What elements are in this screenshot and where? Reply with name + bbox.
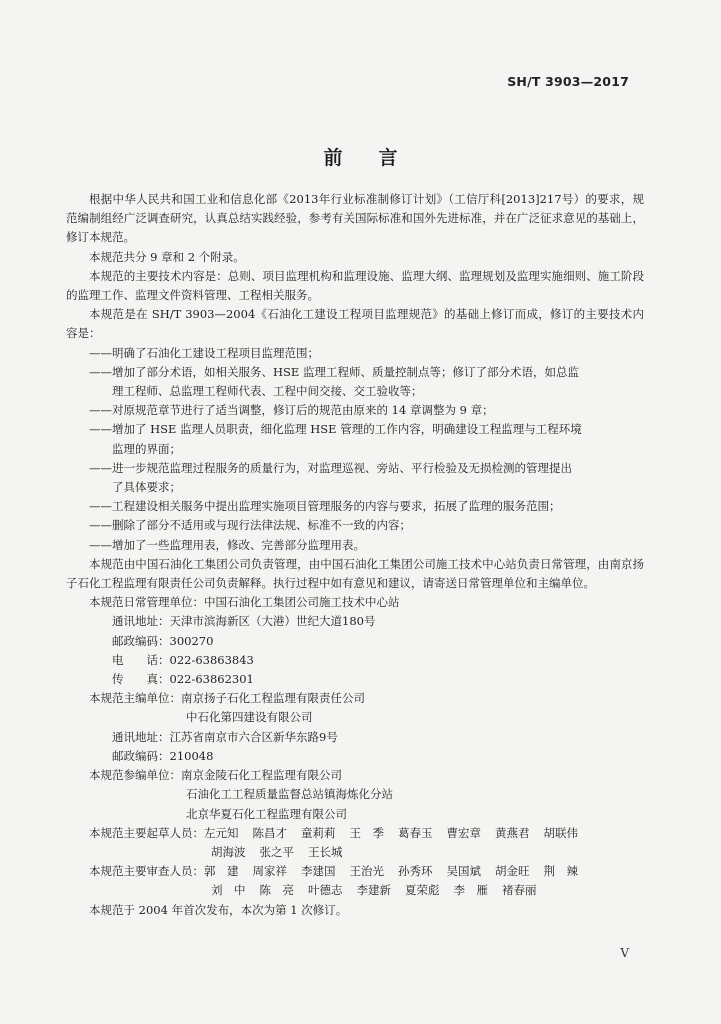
drafter-name: 童莉莉 [301,825,336,840]
address-value: 天津市滨海新区（大港）世纪大道180号 [169,614,376,629]
standard-code: SH/T 3903—2017 [507,74,629,89]
phone-value: 022-63863843 [169,652,254,667]
page-title: 前言 [323,147,434,169]
reviewer-name: 李建国 [301,864,336,879]
reviewer-name: 王治光 [349,864,384,879]
reviewer-name: 褚春丽 [502,883,537,898]
reviewer-name: 李 雁 [453,883,488,898]
revision-item: ——对原规范章节进行了适当调整，修订后的规范由原来的 14 章调整为 9 章； [89,403,494,418]
revision-item-line: ——增加了部分术语，如相关服务、HSE 监理工程师、质量控制点等；修订了部分术语，如总监 [89,364,579,379]
postcode-value: 300270 [169,633,214,648]
management-label: 本规范日常管理单位： [89,595,204,610]
address-value: 江苏省南京市六合区新华东路9号 [169,729,338,744]
chief-editor-unit [66,689,644,708]
postcode-label: 邮政编码： [112,748,170,763]
reviewer-name: 荆 辣 [543,864,578,879]
reviewers-row [66,862,644,881]
drafters-row [66,824,644,843]
paragraph-background: 根据中华人民共和国工业和信息化部《2013年行业标准制修订计划》（工信厅科[2013]217号）的要求，规范编制组经广泛调查研究，认真总结实践经验，参考有关国际标准和国外先进标准，并在广泛征求意见的基础上，修订本规范。 [66,192,644,245]
page-number: V [620,946,629,960]
reviewer-name: 周家祥 [252,864,287,879]
management-fax [66,670,644,689]
revision-item [66,363,644,401]
drafters-label: 本规范主要起草人员： [89,825,204,840]
address-label: 通讯地址： [112,614,170,629]
chief-editor-unit-2: 中石化第四建设有限公司 [186,710,313,725]
fax-label: 传 真： [112,672,170,687]
chief-editor-address [66,728,644,747]
revision-item-continuation: 理工程师、总监理工程师代表、工程中间交接、交工验收等； [112,384,423,399]
chief-editor-label: 本规范主编单位： [89,691,181,706]
release-history: 本规范于 2004 年首次发布，本次为第 1 次修订。 [89,902,348,917]
management-phone [66,651,644,670]
participant-org: 石油化工工程质量监督总站镇海炼化分站 [186,787,393,802]
drafter-name: 黄燕君 [495,825,530,840]
reviewer-name: 郭 建 [204,864,239,879]
drafter-name: 葛春玉 [398,825,433,840]
reviewers-row-2 [66,881,644,900]
revision-item [66,420,644,458]
reviewer-name: 李建新 [356,883,391,898]
participant-units [66,766,644,785]
participant-org: 北京华夏石化工程监理有限公司 [186,806,347,821]
drafter-name: 胡海波 [211,844,246,859]
paragraph-revision-basis: 本规范是在 SH/T 3903—2004《石油化工建设工程项目监理规范》的基础上修订而成，修订的主要技术内容是： [66,307,644,341]
document-body [66,190,644,920]
phone-label: 电 话： [112,652,170,667]
management-name: 中国石油化工集团公司施工技术中心站 [204,595,400,610]
revision-item: ——明确了石油化工建设工程项目监理范围； [89,345,319,360]
reviewer-name: 吴国斌 [446,864,481,879]
reviewer-name: 胡金旺 [495,864,530,879]
drafter-name: 曹宏章 [446,825,481,840]
paragraph-main-content: 本规范的主要技术内容是：总则、项目监理机构和监理设施、监理大纲、监理规划及监理实施细则、施工阶段的监理工作、监理文件资料管理、工程相关服务。 [66,268,644,303]
drafter-name: 王 季 [349,825,384,840]
revision-item-continuation: 监理的界面； [112,441,181,456]
management-unit [66,593,644,612]
participants-label: 本规范参编单位： [89,768,181,783]
fax-value: 022-63862301 [169,672,254,687]
postcode-label: 邮政编码： [112,633,170,648]
revision-item-continuation: 了具体要求； [112,480,181,495]
drafter-name: 张之平 [259,844,294,859]
revision-item: ——删除了部分不适用或与现行法律法规、标准不一致的内容； [89,518,411,533]
revision-item-line: ——增加了 HSE 监理人员职责，细化监理 HSE 管理的工作内容，明确建设工程监理与工程环境 [89,422,582,437]
drafters-row-2 [66,843,644,862]
reviewer-name: 孙秀环 [398,864,433,879]
management-address [66,612,644,631]
reviewers-label: 本规范主要审查人员： [89,864,204,879]
revision-item: ——工程建设相关服务中提出监理实施项目管理服务的内容与要求，拓展了监理的服务范围； [89,499,561,514]
reviewer-name: 夏荣彪 [405,883,440,898]
address-label: 通讯地址： [112,729,170,744]
drafter-name: 左元知 [204,825,239,840]
revision-item-line: ——进一步规范监理过程服务的质量行为，对监理巡视、旁站、平行检验及无损检测的管理提出 [89,460,572,475]
revision-item [66,459,644,497]
postcode-value: 210048 [169,748,214,763]
chief-editor-name: 南京扬子石化工程监理有限责任公司 [181,691,365,706]
drafter-name: 陈昌才 [252,825,287,840]
reviewer-name: 陈 亮 [259,883,294,898]
paragraph-structure: 本规范共分 9 章和 2 个附录。 [89,249,245,264]
participant-org: 南京金陵石化工程监理有限公司 [181,768,342,783]
revision-item: ——增加了一些监理用表，修改、完善部分监理用表。 [89,537,365,552]
paragraph-management: 本规范由中国石油化工集团公司负责管理，由中国石油化工集团公司施工技术中心站负责日常管理，由南京扬子石化工程监理有限责任公司负责解释。执行过程中如有意见和建议，请寄送日常管理单位和主编单位。 [66,556,644,591]
reviewer-name: 刘 中 [211,883,246,898]
drafter-name: 王长城 [308,844,343,859]
reviewer-name: 叶德志 [308,883,343,898]
chief-editor-postcode [66,747,644,766]
drafter-name: 胡联伟 [543,825,578,840]
management-postcode [66,632,644,651]
